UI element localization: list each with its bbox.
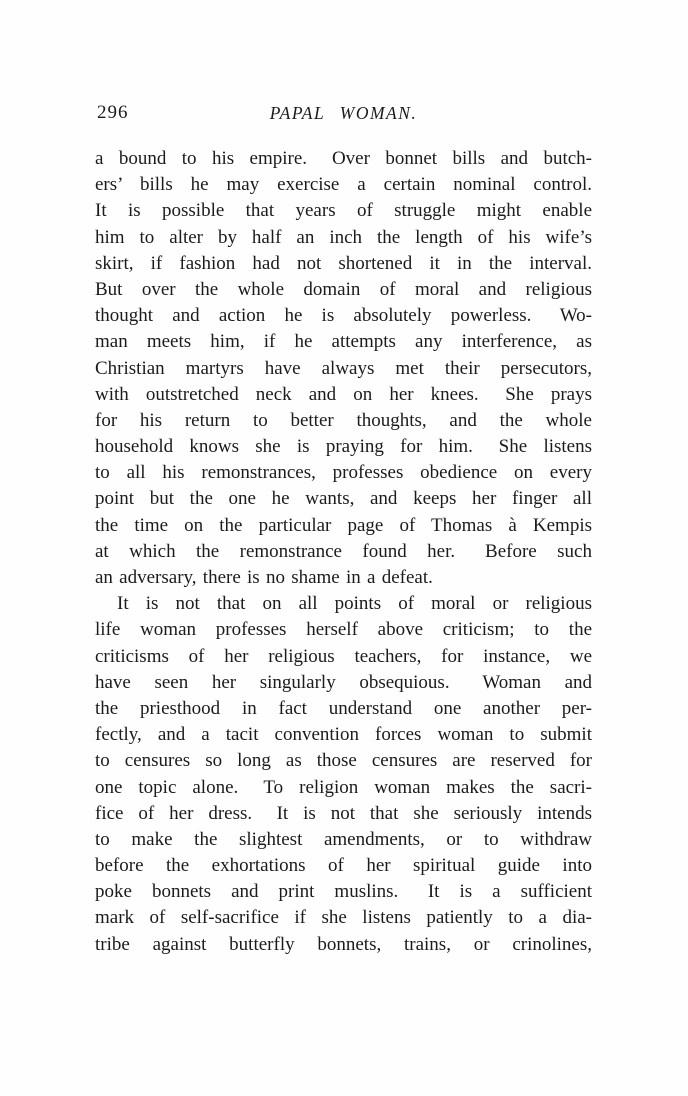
text-line: an adversary, there is no shame in a defeat.	[95, 567, 433, 588]
text-line: household knows she is praying for him. She listens	[95, 436, 592, 458]
running-title: PAPAL WOMAN.	[269, 103, 418, 123]
text-line: to make the slightest amendments, or to withdraw	[95, 828, 592, 850]
text-line: It is possible that years of struggle might enable	[95, 200, 592, 222]
text-line: criticisms of her religious teachers, for instance, we	[95, 645, 592, 667]
text-line: to censures so long as those censures are reserved for	[95, 750, 592, 772]
text-line: ers’ bills he may exercise a certain nominal control.	[95, 174, 592, 196]
text-line: with outstretched neck and on her knees. She prays	[95, 383, 592, 405]
paragraph	[95, 146, 592, 591]
text-line: have seen her singularly obsequious. Woman and	[95, 671, 592, 693]
text-line: tribe against butterfly bonnets, trains, or crinolines,	[95, 933, 592, 955]
text-line: man meets him, if he attempts any interference, as	[95, 331, 592, 353]
text-line: him to alter by half an inch the length of his wife’s	[95, 226, 592, 248]
text-line: life woman professes herself above criticism; to the	[95, 619, 592, 641]
text-line: Christian martyrs have always met their persecutors,	[95, 357, 592, 379]
text-line: poke bonnets and print muslins. It is a sufficient	[95, 881, 592, 903]
text-line: fice of her dress. It is not that she seriously intends	[95, 802, 592, 824]
text-line: fectly, and a tacit convention forces woman to submit	[95, 724, 592, 746]
text-line: But over the whole domain of moral and religious	[95, 278, 592, 300]
text-line: for his return to better thoughts, and the whole	[95, 409, 592, 431]
page-number: 296	[97, 102, 129, 123]
text-line: before the exhortations of her spiritual guide into	[95, 855, 592, 877]
text-line: to all his remonstrances, professes obedience on every	[95, 462, 592, 484]
text-line: It is not that on all points of moral or religious	[117, 593, 592, 615]
text-line: the time on the particular page of Thomas à Kempis	[95, 514, 592, 536]
running-header	[95, 102, 592, 126]
text-line: a bound to his empire. Over bonnet bills and butch-	[95, 148, 592, 169]
text-line: at which the remonstrance found her. Before such	[95, 540, 592, 562]
text-line: mark of self-sacrifice if she listens patiently to a dia-	[95, 907, 592, 929]
text-line: skirt, if fashion had not shortened it in the interval.	[95, 252, 592, 274]
paragraph	[95, 591, 592, 958]
body-text	[95, 146, 592, 958]
text-line: the priesthood in fact understand one another per-	[95, 697, 592, 719]
text-line: point but the one he wants, and keeps her finger all	[95, 488, 592, 510]
text-line: thought and action he is absolutely powerless. Wo-	[95, 305, 592, 327]
text-line: one topic alone. To religion woman makes the sacri-	[95, 776, 592, 798]
